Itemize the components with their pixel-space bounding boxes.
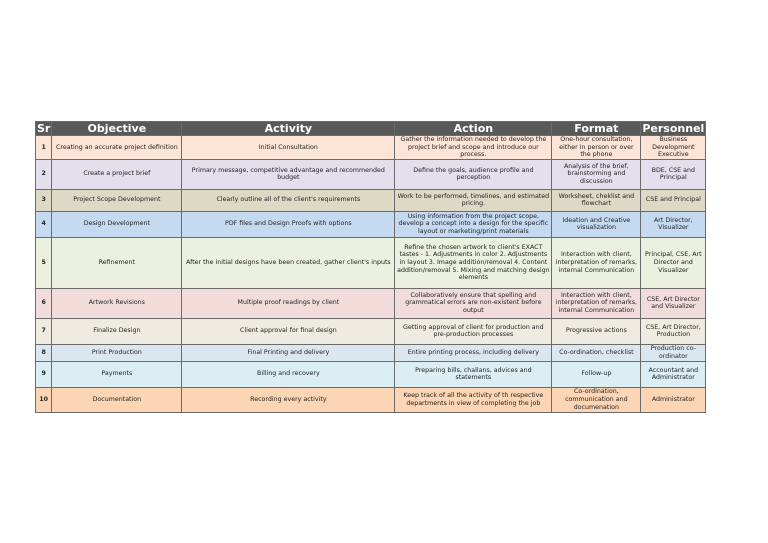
objective-cell: Documentation [52,387,182,412]
table-row [36,288,706,318]
action-cell: Refine the chosen artwork to client's EXACT tastes - 1. Adjustments in color 2. Adjustments in layout 3. Image addition/removal 4. Content addition/removal 5. Mixing and matching design elements [395,237,552,288]
table-row [36,136,706,160]
format-cell: Co-ordination, communication and documenation [552,387,641,412]
format-cell: Progressive actions [552,318,641,344]
header-format: Format [552,122,641,136]
personnel-cell: BDE, CSE and Principal [641,159,706,189]
header-activity: Activity [182,122,395,136]
format-cell: Ideation and Creative visualization [552,211,641,237]
personnel-cell: Business Development Executive [641,136,706,160]
table-row [36,387,706,412]
objective-cell: Design Development [52,211,182,237]
format-cell: Interaction with client, interpretation of remarks, internal Communication [552,288,641,318]
table-row [36,318,706,344]
table-row [36,159,706,189]
sr-cell: 8 [36,344,52,361]
action-cell: Using information from the project scope, develop a concept into a design for the specific layout or marketing/print materials [395,211,552,237]
format-cell: Follow-up [552,361,641,387]
sr-cell: 1 [36,136,52,160]
personnel-cell: CSE, Art Director and Visualizer [641,288,706,318]
table-row [36,211,706,237]
personnel-cell: Accountant and Administrator [641,361,706,387]
action-cell: Preparing bills, challans, advices and statements [395,361,552,387]
objective-cell: Creating an accurate project definition [52,136,182,160]
table-row [36,237,706,288]
sr-cell: 7 [36,318,52,344]
sr-cell: 9 [36,361,52,387]
activity-cell: Initial Consultation [182,136,395,160]
header-action: Action [395,122,552,136]
objective-cell: Project Scope Development [52,189,182,211]
objective-cell: Print Production [52,344,182,361]
action-cell: Collaboratively ensure that spelling and grammatical errors are non-existent before output [395,288,552,318]
action-cell: Define the goals, audience profile and perception [395,159,552,189]
objective-cell: Artwork Revisions [52,288,182,318]
activity-cell: PDF files and Design Proofs with options [182,211,395,237]
objective-cell: Payments [52,361,182,387]
sr-cell: 5 [36,237,52,288]
sr-cell: 6 [36,288,52,318]
table-row [36,344,706,361]
table-row [36,361,706,387]
activity-cell: Clearly outline all of the client's requirements [182,189,395,211]
header-sr: Sr [37,121,51,135]
process-table [35,121,706,413]
header-row [36,122,706,136]
activity-cell: Final Printing and delivery [182,344,395,361]
header-personnel: Personnel [642,121,705,135]
format-cell: Interaction with client, interpretation of remarks, internal Communication [552,237,641,288]
personnel-cell: Production co-ordinator [641,344,706,361]
action-cell: Entire printing process, including delivery [395,344,552,361]
objective-cell: Refinement [52,237,182,288]
table-body [36,136,706,413]
objective-cell: Finalize Design [52,318,182,344]
personnel-cell: Principal, CSE, Art Director and Visualizer [641,237,706,288]
sr-cell: 10 [36,387,52,412]
action-cell: Getting approval of client for production and pre-production processes [395,318,552,344]
format-cell: Co-ordination, checklist [552,344,641,361]
objective-cell: Create a project brief [52,159,182,189]
activity-cell: Recording every activity [182,387,395,412]
action-cell: Work to be performed, timelines, and estimated pricing. [395,189,552,211]
header-objective: Objective [52,122,182,136]
personnel-cell: CSE, Art Director, Production [641,318,706,344]
table-row [36,189,706,211]
sr-cell: 3 [36,189,52,211]
activity-cell: Multiple proof readings by client [182,288,395,318]
format-cell: Analysis of the brief, brainstorming and discussion [552,159,641,189]
activity-cell: Client approval for final design [182,318,395,344]
sr-cell: 2 [36,159,52,189]
personnel-cell: CSE and Principal [641,189,706,211]
format-cell: Worksheet, cheklist and flowchart [552,189,641,211]
action-cell: Gather the information needed to develop the project brief and scope and introduce our process. [395,136,552,160]
activity-cell: After the initial designs have been created, gather client's inputs [182,237,395,288]
action-cell: Keep track of all the activity of th respective departments in view of completing the job [395,387,552,412]
format-cell: One-hour consultation, either in person or over the phone [552,136,641,160]
sr-cell: 4 [36,211,52,237]
personnel-cell: Administrator [641,387,706,412]
activity-cell: Billing and recovery [182,361,395,387]
activity-cell: Primary message, competitive advantage and recommended budget [182,159,395,189]
personnel-cell: Art Director, Visualizer [641,211,706,237]
